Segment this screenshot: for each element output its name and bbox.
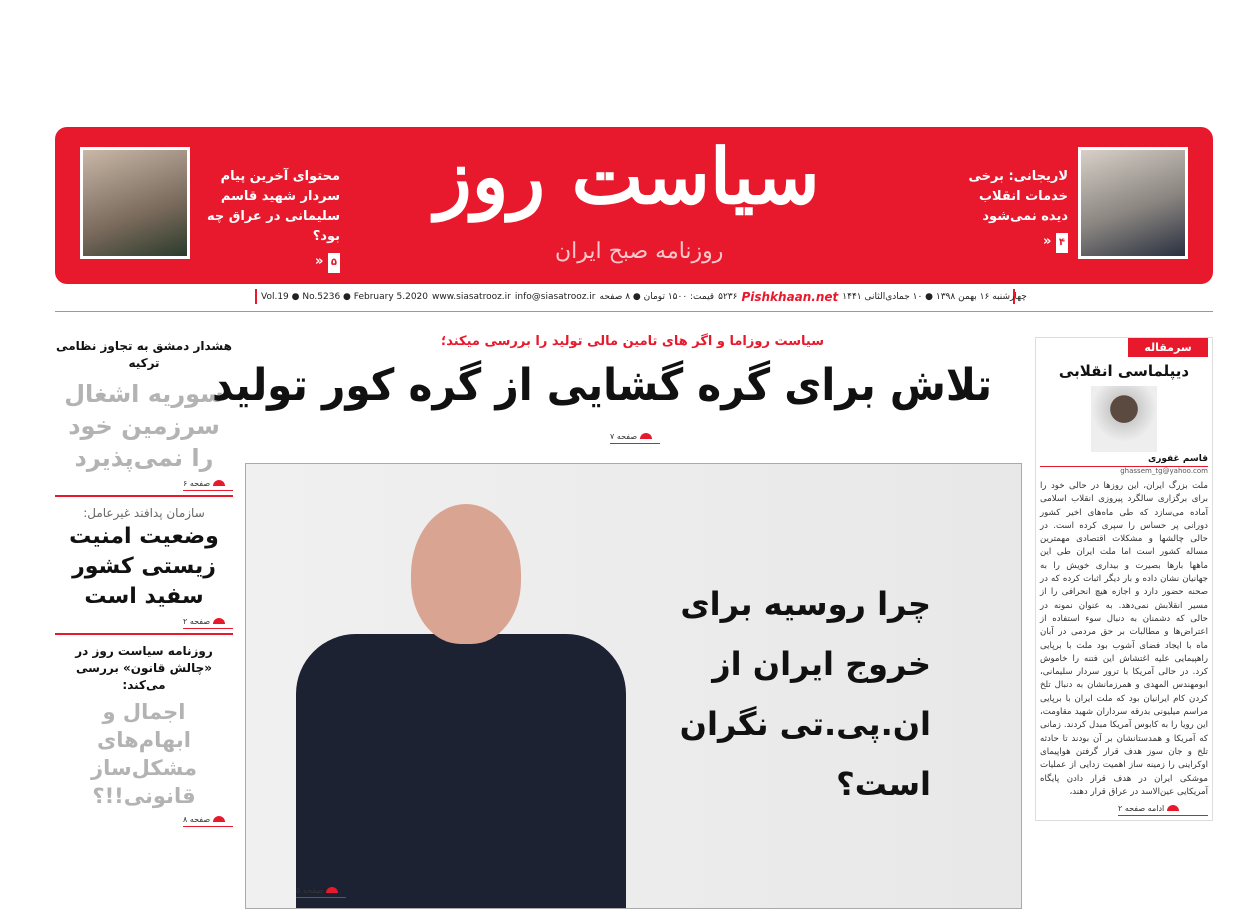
story-title: سوریه اشغال سرزمین خود را نمی‌پذیرد xyxy=(64,380,224,472)
page-ref: صفحه ۲ xyxy=(183,616,233,629)
story-title: اجمال و ابهام‌های مشکل‌ساز قانونی!!؟ xyxy=(91,700,197,808)
main-story[interactable] xyxy=(212,333,1025,458)
story-2[interactable] xyxy=(55,505,233,629)
page-ref: صفحه ۵ xyxy=(296,885,346,898)
kicker: سازمان پدافند غیرعامل: xyxy=(83,506,205,520)
soleimani-photo xyxy=(80,147,190,259)
newspaper-logo: سیاست روز xyxy=(435,132,820,221)
editorial-tag: سرمقاله xyxy=(1128,338,1208,357)
page-badge: ۴ xyxy=(1056,233,1068,253)
editorial-title: دیپلماسی انقلابی xyxy=(1058,362,1190,380)
divider xyxy=(55,495,233,497)
headline-wrap xyxy=(212,355,1025,417)
website[interactable]: www.siasatrooz.ir xyxy=(432,291,511,302)
editorial-column xyxy=(1035,337,1213,821)
masthead xyxy=(55,127,1213,284)
teaser-text: محتوای آخرین پیام سردار شهید قاسم سلیمانی در عراق چه بود؟ xyxy=(206,169,340,244)
issue-number: ۵۲۳۶ xyxy=(718,291,738,302)
story-3[interactable] xyxy=(55,643,233,827)
page-ref: صفحه ۸ xyxy=(183,814,233,827)
diplomat-figure xyxy=(296,504,626,909)
kicker: روزنامه سیاست روز در «چالش قانون» بررسی می‌کند: xyxy=(75,644,213,692)
page-ref: صفحه ۶ xyxy=(183,478,233,491)
right-teaser[interactable]: لاریجانی: برخی خدمات انقلاب دیده نمی‌شود ۴ « xyxy=(958,167,1068,253)
photo-caption: چرا روسیه برای خروج ایران از ان.پی.تی نگران است؟ xyxy=(679,585,931,803)
newspaper-subtitle: روزنامه صبح ایران xyxy=(555,239,724,264)
story-title: وضعیت امنیت زیستی کشور سفید است xyxy=(69,524,219,609)
watermark: Pishkhaan.net xyxy=(741,289,839,304)
author-photo xyxy=(1091,386,1157,452)
author-name: قاسم غفوری xyxy=(1040,452,1208,467)
supertitle: سیاست روزاما و اگر های تامین مالی تولید را بررسی میکند؛ xyxy=(441,334,824,349)
divider xyxy=(55,633,233,635)
larijani-photo xyxy=(1078,147,1188,259)
left-teaser[interactable]: محتوای آخرین پیام سردار شهید قاسم سلیمانی در عراق چه بود؟ ۵ « xyxy=(200,167,340,273)
author-email[interactable]: ghassem_tg@yahoo.com xyxy=(1120,467,1208,475)
date-fa: چهارشنبه ۱۶ بهمن ۱۳۹۸ ● ۱۰ جمادی‌الثانی ۱۴۴۱ xyxy=(842,291,1027,302)
price: قیمت: ۱۵۰۰ تومان ● ۸ صفحه xyxy=(599,291,715,302)
teaser-text: لاریجانی: برخی خدمات انقلاب دیده نمی‌شود xyxy=(968,169,1068,224)
page-badge: ۵ xyxy=(328,253,340,273)
divider xyxy=(55,311,1213,312)
editorial-body: ملت بزرگ ایران، این روزها در حالی خود را برای برگزاری سالگرد پیروزی انقلاب اسلامی آماده می‌سازد که طی ماه‌های اخیر کشور دورانی پر حساس را سپری کرده است. در حالی چالشها و مشکلات اقتصادی مهمترین مساله کشور است اما ملت ایران طی این ماهها بارها بصیرت و بیداری خویش را به جهانیان نشان داده و بار دیگر اثبات کرده که در صحنه حضور دارد و اجازه هیچ انحرافی را از مسیر انقلابش نمی‌دهد. به عنوان نمونه در حالی که دشمنان به دنبال سوء استفاده از اعتراض‌ها و مطالبات بر حق مردمی در آبان ماه با ایجاد فضای آشوب بود ملت با برپایی راهپیمایی علیه اغتشاش این فتنه را خاموش کرد. در حالی آمریکا با ترور سردار سلیمانی، ابومهندس المهدی و همرزمانشان به دنبال تلخ کردن کام ایرانیان بود که ملت ایران با برپایی مراسم میلیونی بدرقه سرداران شهید مقاومت، این رویا را به کابوس آمریکا مبدل کردند. زمانی که آمریکا و همدستانشان بر آن بودند تا حادثه تلخ و جان سوز هدف قرار گرفتن هواپیمای اوکراینی را زمینه ساز اهمیت زدایی از عملیات موشکی ایران در هدف قرار دادن پایگاه آمریکایی عین‌الاسد در عراق قرار دهند، xyxy=(1040,481,1208,797)
email[interactable]: info@siasatrooz.ir xyxy=(514,291,596,302)
kicker: هشدار دمشق به تجاوز نظامی ترکیه xyxy=(56,339,232,370)
main-photo[interactable] xyxy=(245,463,1022,909)
dateline xyxy=(255,289,1027,304)
continued-ref[interactable]: ادامه صفحه ۲ xyxy=(1118,803,1208,816)
page-ref: صفحه ۷ xyxy=(610,431,660,444)
headline: تلاش برای گره گشایی از گره کور تولید xyxy=(212,360,993,411)
volume-info: Vol.19 ● No.5236 ● February 5.2020 xyxy=(261,291,429,302)
